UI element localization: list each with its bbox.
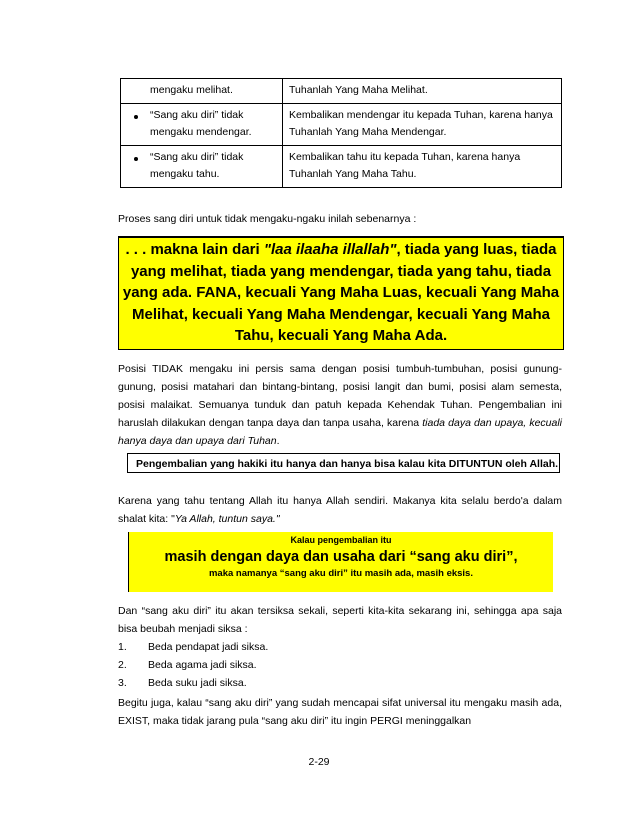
table-row xyxy=(121,146,562,188)
list-number: 1. xyxy=(118,641,127,653)
table-cell: mengaku melihat. xyxy=(121,79,283,104)
paragraph-dan: Dan “sang aku diri” itu akan tersiksa sekali, seperti kita-kita sekarang ini, sehingga apa saja bisa beubah menjadi siksa : xyxy=(118,605,562,635)
outlined-box-pengembalian: Pengembalian yang hakiki itu hanya dan hanya bisa kalau kita DITUNTUN oleh Allah. xyxy=(127,453,560,473)
list-item xyxy=(118,638,562,656)
bullet-icon xyxy=(134,157,138,161)
table-cell xyxy=(121,104,283,146)
table-row xyxy=(121,79,562,104)
table-cell xyxy=(121,146,283,188)
list-item xyxy=(118,674,562,692)
page-number: 2-29 xyxy=(308,756,330,768)
cell-text: “Sang aku diri” tidak mengaku tahu. xyxy=(150,151,244,180)
bullet-icon xyxy=(134,115,138,119)
list-item xyxy=(118,656,562,674)
paragraph-karena xyxy=(118,492,562,528)
list-text: Beda pendapat jadi siksa. xyxy=(148,641,269,653)
box-text: , tiada yang luas, tiada yang melihat, tiada yang mendengar, tiada yang tahu, tiada yang ada. FANA, kecuali Yang Maha Luas, kecuali Yang Maha Melihat, kecuali Yang Maha Mendengar, kecuali Yang Maha Tahu, kecuali Yang Maha Ada. xyxy=(122,241,560,344)
list-text: Beda suku jadi siksa. xyxy=(148,677,247,689)
paragraph-text: Karena yang tahu tentang Allah itu hanya Allah sendiri. Makanya kita selalu berdo'a dalam shalat kita: " xyxy=(118,495,562,525)
box-text: . . . makna lain dari xyxy=(125,241,264,258)
highlight-box-makna xyxy=(118,236,564,350)
box-line: masih dengan daya dan usaha dari “sang aku diri”, xyxy=(164,549,518,565)
list-number: 3. xyxy=(118,677,127,689)
paragraph-italic: tiada daya dan upaya, kecuali hanya daya dan upaya dari Tuhan xyxy=(118,417,563,447)
cell-text: “Sang aku diri” tidak mengaku mendengar. xyxy=(150,109,252,138)
list-text: Beda agama jadi siksa. xyxy=(148,659,257,671)
paragraph-begitu: Begitu juga, kalau “sang aku diri” yang sudah mencapai sifat universal itu mengaku masih ada, EXIST, maka tidak jarang pula “sang aku diri” itu ingin PERGI meninggalkan xyxy=(118,697,562,727)
paragraph-posisi xyxy=(118,360,562,450)
paragraph-text: . xyxy=(276,435,280,447)
box-quote: "laa ilaaha illallah" xyxy=(263,241,397,258)
comparison-table xyxy=(120,78,562,188)
table-row xyxy=(121,104,562,146)
box-line: maka namanya “sang aku diri” itu masih ada, masih eksis. xyxy=(208,568,473,579)
paragraph-italic: Ya Allah, tuntun saya." xyxy=(174,513,280,525)
highlight-box-kalau xyxy=(128,532,553,592)
paragraph-text: Posisi TIDAK mengaku ini persis sama dengan posisi tumbuh-tumbuhan, posisi gunung-gunung, posisi matahari dan bintang-bintang, posisi langit dan bumi, posisi alam semesta, posisi malaikat. Semuanya tunduk dan patuh kepada Kehendak Tuhan. Pengembalian ini haruslah dilakukan dengan tanpa daya dan tanpa usaha, karena xyxy=(118,363,562,429)
table-cell: Kembalikan tahu itu kepada Tuhan, karena hanya Tuhanlah Yang Maha Tahu. xyxy=(283,146,562,188)
table-cell: Tuhanlah Yang Maha Melihat. xyxy=(283,79,562,104)
intro-paragraph: Proses sang diri untuk tidak mengaku-ngaku inilah sebenarnya : xyxy=(118,213,417,225)
list-number: 2. xyxy=(118,659,127,671)
box-line: Kalau pengembalian itu xyxy=(290,535,392,545)
table-cell: Kembalikan mendengar itu kepada Tuhan, karena hanya Tuhanlah Yang Maha Mendengar. xyxy=(283,104,562,146)
numbered-list xyxy=(118,638,562,692)
